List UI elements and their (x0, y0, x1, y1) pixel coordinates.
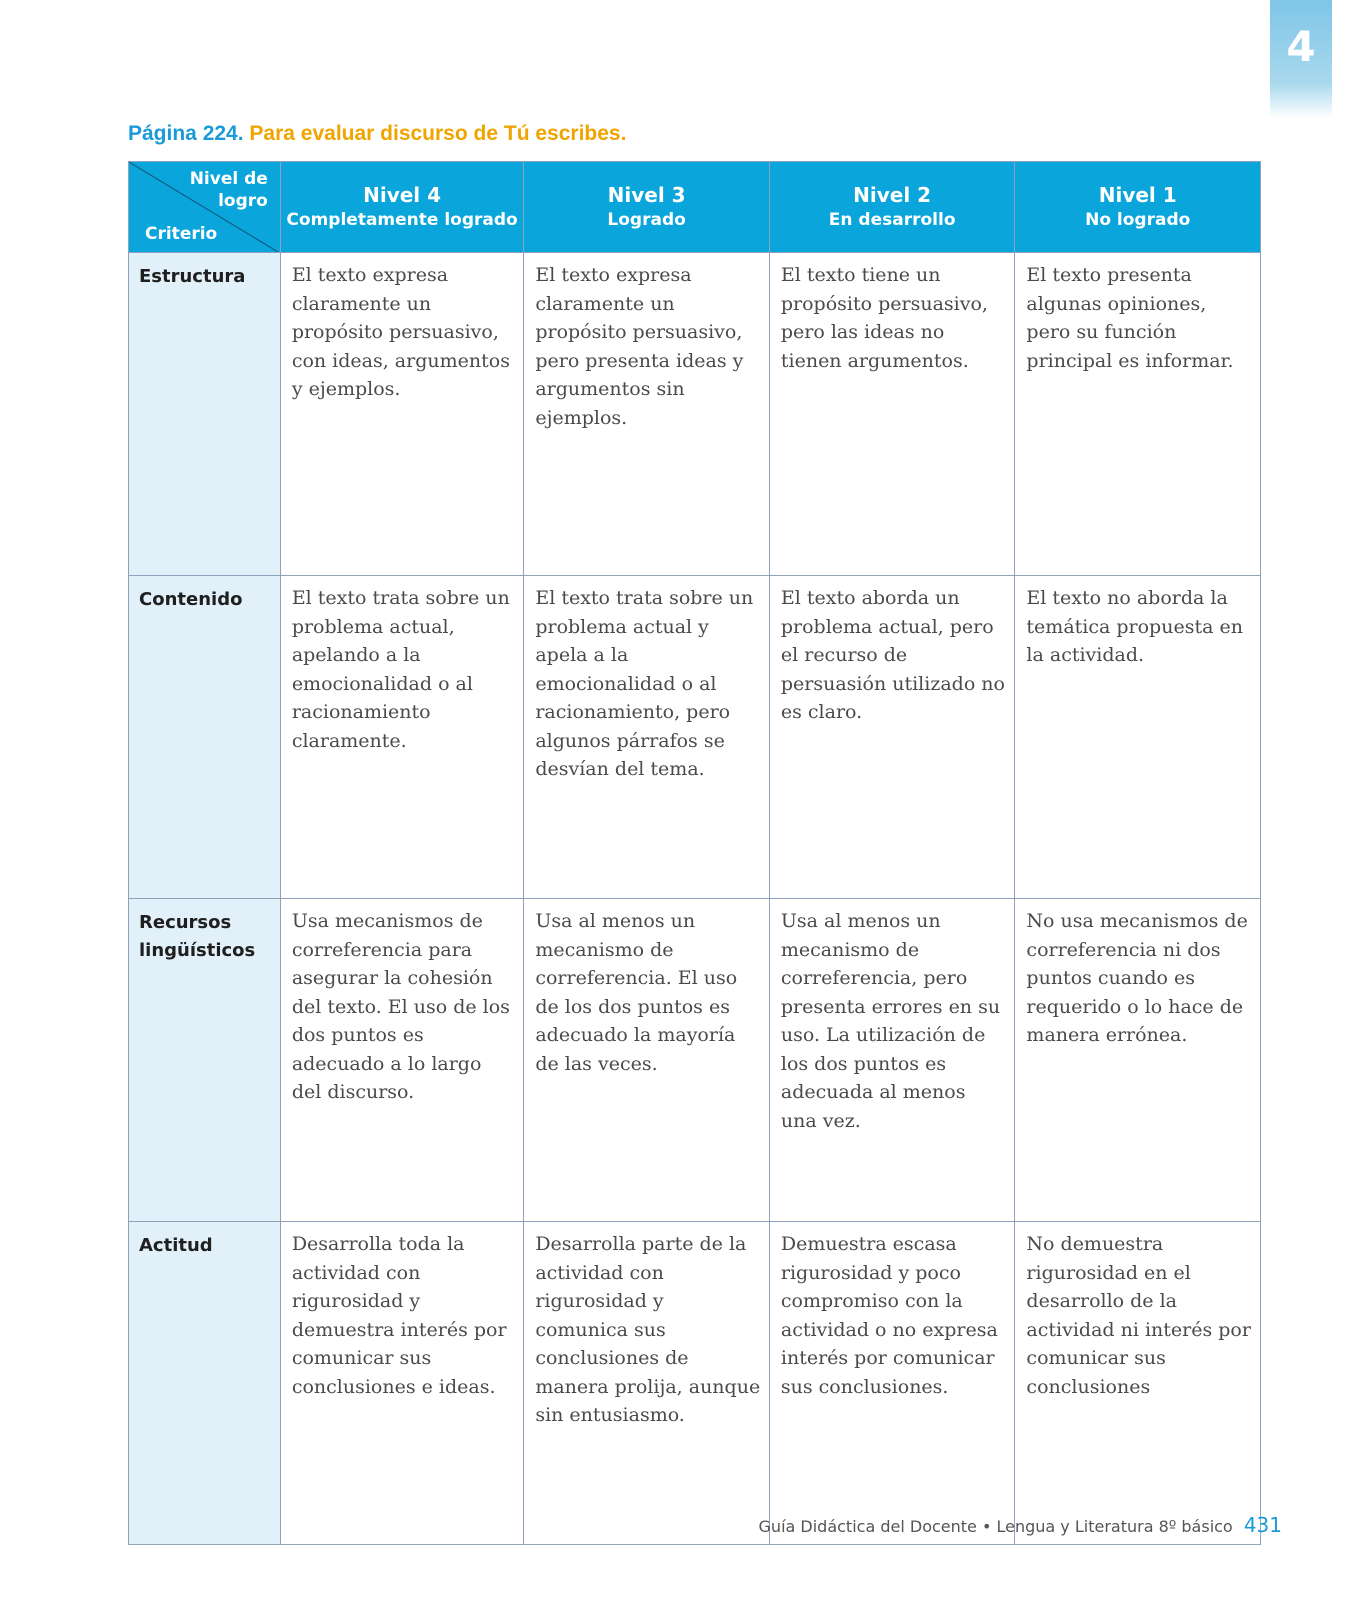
table-cell: Demuestra escasa rigurosidad y poco compromiso con la actividad o no expresa interés por comunicar sus conclusiones. (769, 1222, 1015, 1545)
table-cell: Desarrolla toda la actividad con rigurosidad y demuestra interés por comunicar sus conclusiones e ideas. (280, 1222, 524, 1545)
table-cell: El texto expresa claramente un propósito persuasivo, con ideas, argumentos y ejemplos. (280, 253, 524, 576)
level-name: Nivel 3 (607, 183, 686, 207)
footer-text: Guía Didáctica del Docente • Lengua y Literatura 8º básico (758, 1517, 1233, 1536)
heading-title: Para evaluar discurso de Tú escribes. (249, 122, 627, 145)
table-row (129, 576, 1261, 899)
level-description: No logrado (1085, 210, 1191, 230)
table-row (129, 1222, 1261, 1545)
criterion-cell: Estructura (129, 253, 281, 576)
level-header (1015, 162, 1261, 253)
table-cell: Desarrolla parte de la actividad con rigurosidad y comunica sus conclusiones de manera prolija, aunque sin entusiasmo. (524, 1222, 770, 1545)
table-cell: El texto trata sobre un problema actual y apela a la emocionalidad o al racionamiento, pero algunos párrafos se desvían del tema. (524, 576, 770, 899)
table-cell: Usa al menos un mecanismo de correferencia. El uso de los dos puntos es adecuado la mayoría de las veces. (524, 899, 770, 1222)
table-cell: Usa al menos un mecanismo de correferencia, pero presenta errores en su uso. La utilización de los dos puntos es adecuada al menos una vez. (769, 899, 1015, 1222)
corner-level-label: Nivel de logro (189, 169, 268, 211)
level-header (769, 162, 1015, 253)
chapter-tab: 4 (1270, 0, 1332, 118)
table-cell: El texto presenta algunas opiniones, pero su función principal es informar. (1015, 253, 1261, 576)
table-cell: El texto expresa claramente un propósito persuasivo, pero presenta ideas y argumentos sin ejemplos. (524, 253, 770, 576)
table-row (129, 253, 1261, 576)
page-heading (128, 122, 626, 146)
level-name: Nivel 4 (363, 183, 442, 207)
corner-header (129, 162, 281, 253)
criterion-cell: Actitud (129, 1222, 281, 1545)
header-row (129, 162, 1261, 253)
table-cell: No demuestra rigurosidad en el desarrollo de la actividad ni interés por comunicar sus conclusiones (1015, 1222, 1261, 1545)
page-footer (759, 1513, 1282, 1537)
level-description: Logrado (607, 210, 686, 230)
rubric-table (128, 161, 1261, 1545)
table-cell: El texto aborda un problema actual, pero el recurso de persuasión utilizado no es claro. (769, 576, 1015, 899)
table-cell: El texto trata sobre un problema actual, apelando a la emocionalidad o al racionamiento claramente. (280, 576, 524, 899)
page-number: 431 (1243, 1513, 1282, 1537)
corner-criterion-label: Criterio (145, 224, 218, 244)
level-description: En desarrollo (828, 210, 956, 230)
table-cell: El texto no aborda la temática propuesta en la actividad. (1015, 576, 1261, 899)
level-name: Nivel 2 (853, 183, 932, 207)
level-header (524, 162, 770, 253)
criterion-cell: Contenido (129, 576, 281, 899)
table-row (129, 899, 1261, 1222)
criterion-cell: Recursos lingüísticos (129, 899, 281, 1222)
table-cell: El texto tiene un propósito persuasivo, pero las ideas no tienen argumentos. (769, 253, 1015, 576)
level-name: Nivel 1 (1098, 183, 1177, 207)
table-cell: Usa mecanismos de correferencia para asegurar la cohesión del texto. El uso de los dos puntos es adecuado a lo largo del discurso. (280, 899, 524, 1222)
level-description: Completamente logrado (286, 210, 518, 230)
table-cell: No usa mecanismos de correferencia ni dos puntos cuando es requerido o lo hace de manera errónea. (1015, 899, 1261, 1222)
page-reference: Página 224. (128, 122, 244, 145)
level-header (280, 162, 524, 253)
